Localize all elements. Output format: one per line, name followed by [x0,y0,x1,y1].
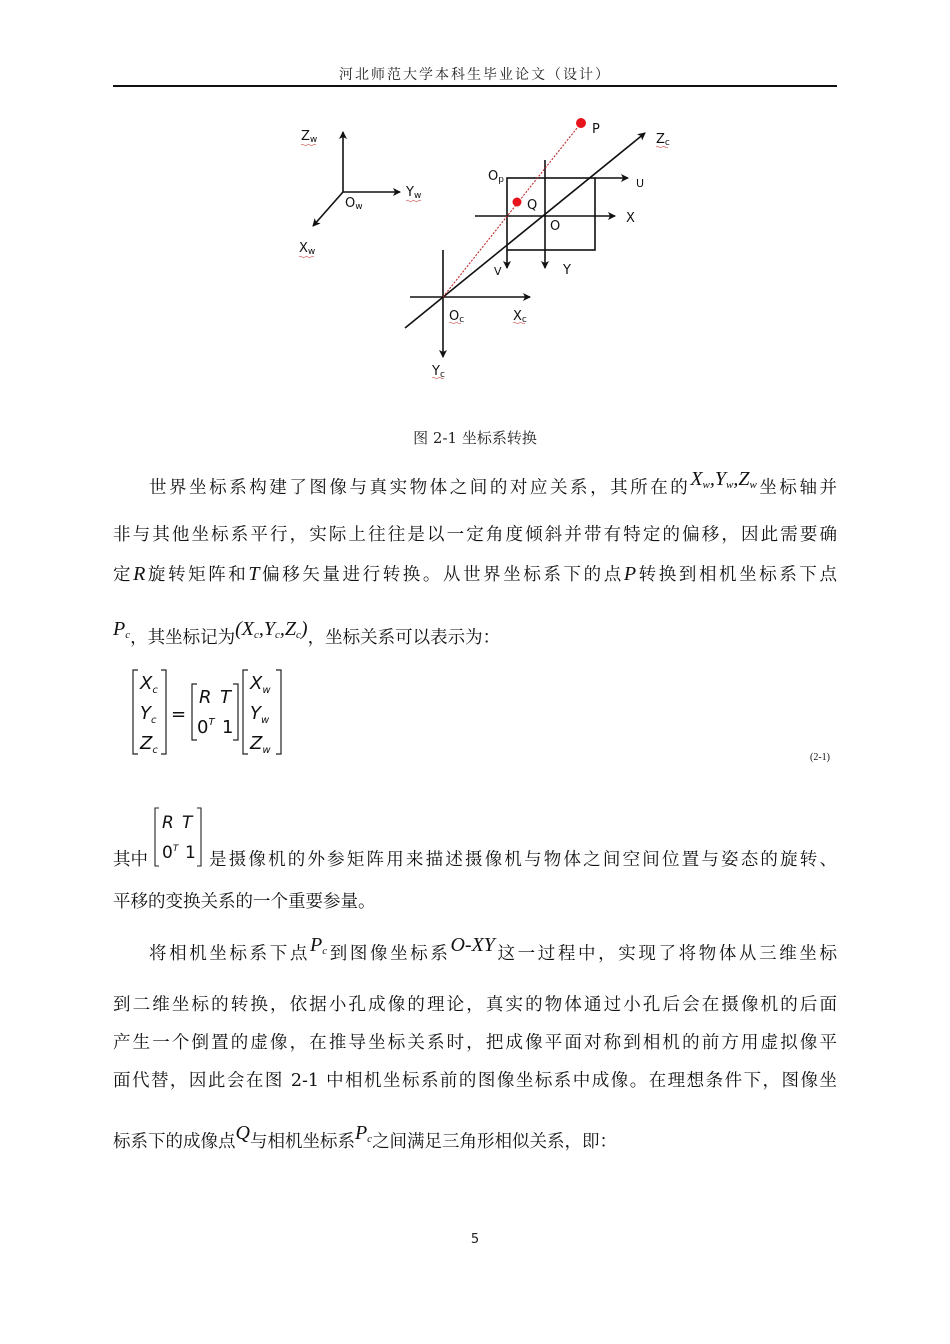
svg-text:R: R [199,687,212,708]
spell-underlines [299,144,668,379]
paragraph-3-line-3: 产生一个倒置的虚像，在推导坐标关系时，把成像平面对称到相机的前方用虚拟像平 [113,1033,837,1053]
svg-text:Yw: $Y_w$ [250,703,270,726]
point-q [513,198,522,207]
svg-text:Zw: $Z_w$ [250,733,271,756]
svg-text:1: 1 [222,717,234,738]
point-p [576,118,586,128]
svg-text:Op: Op [488,169,504,185]
svg-text:1: 1 [185,843,196,863]
svg-text:0T: $0^T$ [162,843,179,863]
equation-2-1 [130,668,290,756]
paragraph-2-line-1: 是摄像机的外参矩阵用来描述摄像机与物体之间空间位置与姿态的旋转、 [209,850,837,870]
svg-text:V: V [494,265,502,278]
svg-text:Xc: $X_c$ [140,673,158,696]
svg-text:R: R [162,813,174,833]
world-labels [299,129,421,257]
svg-text:U: U [636,177,645,190]
svg-text:X: X [626,211,635,226]
svg-text:Zc: $Z_c$ [140,733,158,756]
svg-text:Yc: Yc [432,364,445,380]
svg-text:O: O [550,219,561,234]
svg-text:T: T [182,813,193,833]
paragraph-3-line-4: 面代替，因此会在图 2-1 中相机坐标系前的图像坐标系中成像。在理想条件下，图像坐 [113,1071,837,1091]
coordinate-system-diagram [0,0,950,400]
svg-text:0T: $0^T$ [197,717,215,738]
page-number: 5 [470,1232,480,1247]
svg-text:Xw: $X_w$ [250,673,271,696]
svg-text:Zc: Zc [656,132,670,148]
svg-text:Y: Y [563,263,571,278]
svg-text:=: = [171,704,187,725]
paragraph-1-line-1: 世界坐标系构建了图像与真实物体之间的对应关系，其所在的$X_w,Y_w,Z_w$坐标轴并 [149,468,838,498]
svg-text:Ow: Ow [345,196,363,212]
camera-labels [431,122,670,380]
paragraph-3-line-1: 将相机坐标系下点$P_c$到图像坐标系O-XY这一过程中，实现了将物体从三维坐标 [149,934,838,964]
inline-extrinsic-matrix [152,806,208,868]
svg-text:Zw: Zw [301,129,318,145]
svg-text:Xw: Xw [299,241,316,257]
paragraph-2-prefix: 其中 [113,850,148,870]
svg-text:Yw: Yw [406,185,422,201]
svg-text:T: T [220,687,231,708]
svg-text:Q: Q [527,198,538,213]
svg-text:P: P [592,122,600,137]
paragraph-1-line-4: $P_c$，其坐标记为$(X_c,Y_c,Z_c)$，坐标关系可以表示为： [113,618,501,648]
figure-caption: 图 2-1 坐标系转换 [413,429,537,447]
equation-number: (2-1) [810,752,830,763]
svg-text:Yc: $Y_c$ [140,703,157,726]
paragraph-1-line-2: 非与其他坐标系平行，实际上往往是以一定角度倾斜并带有特定的偏移，因此需要确 [113,525,837,545]
paragraph-2-line-2: 平移的变换关系的一个重要参量。 [113,892,376,912]
paragraph-3-line-5: 标系下的成像点Q与相机坐标系$P_c$之间满足三角形相似关系，即： [113,1122,618,1152]
projection-ray [443,123,581,297]
paragraph-1-line-3: 定R旋转矩阵和T偏移矢量进行转换。从世界坐标系下的点P转换到相机坐标系下点 [113,563,838,585]
svg-text:Xc: Xc [513,309,527,325]
running-header: 河北师范大学本科生毕业论文（设计） [339,67,611,83]
paragraph-3-line-2: 到二维坐标的转换，依据小孔成像的理论，真实的物体通过小孔后会在摄像机的后面 [113,995,837,1015]
svg-text:Oc: Oc [449,309,465,325]
